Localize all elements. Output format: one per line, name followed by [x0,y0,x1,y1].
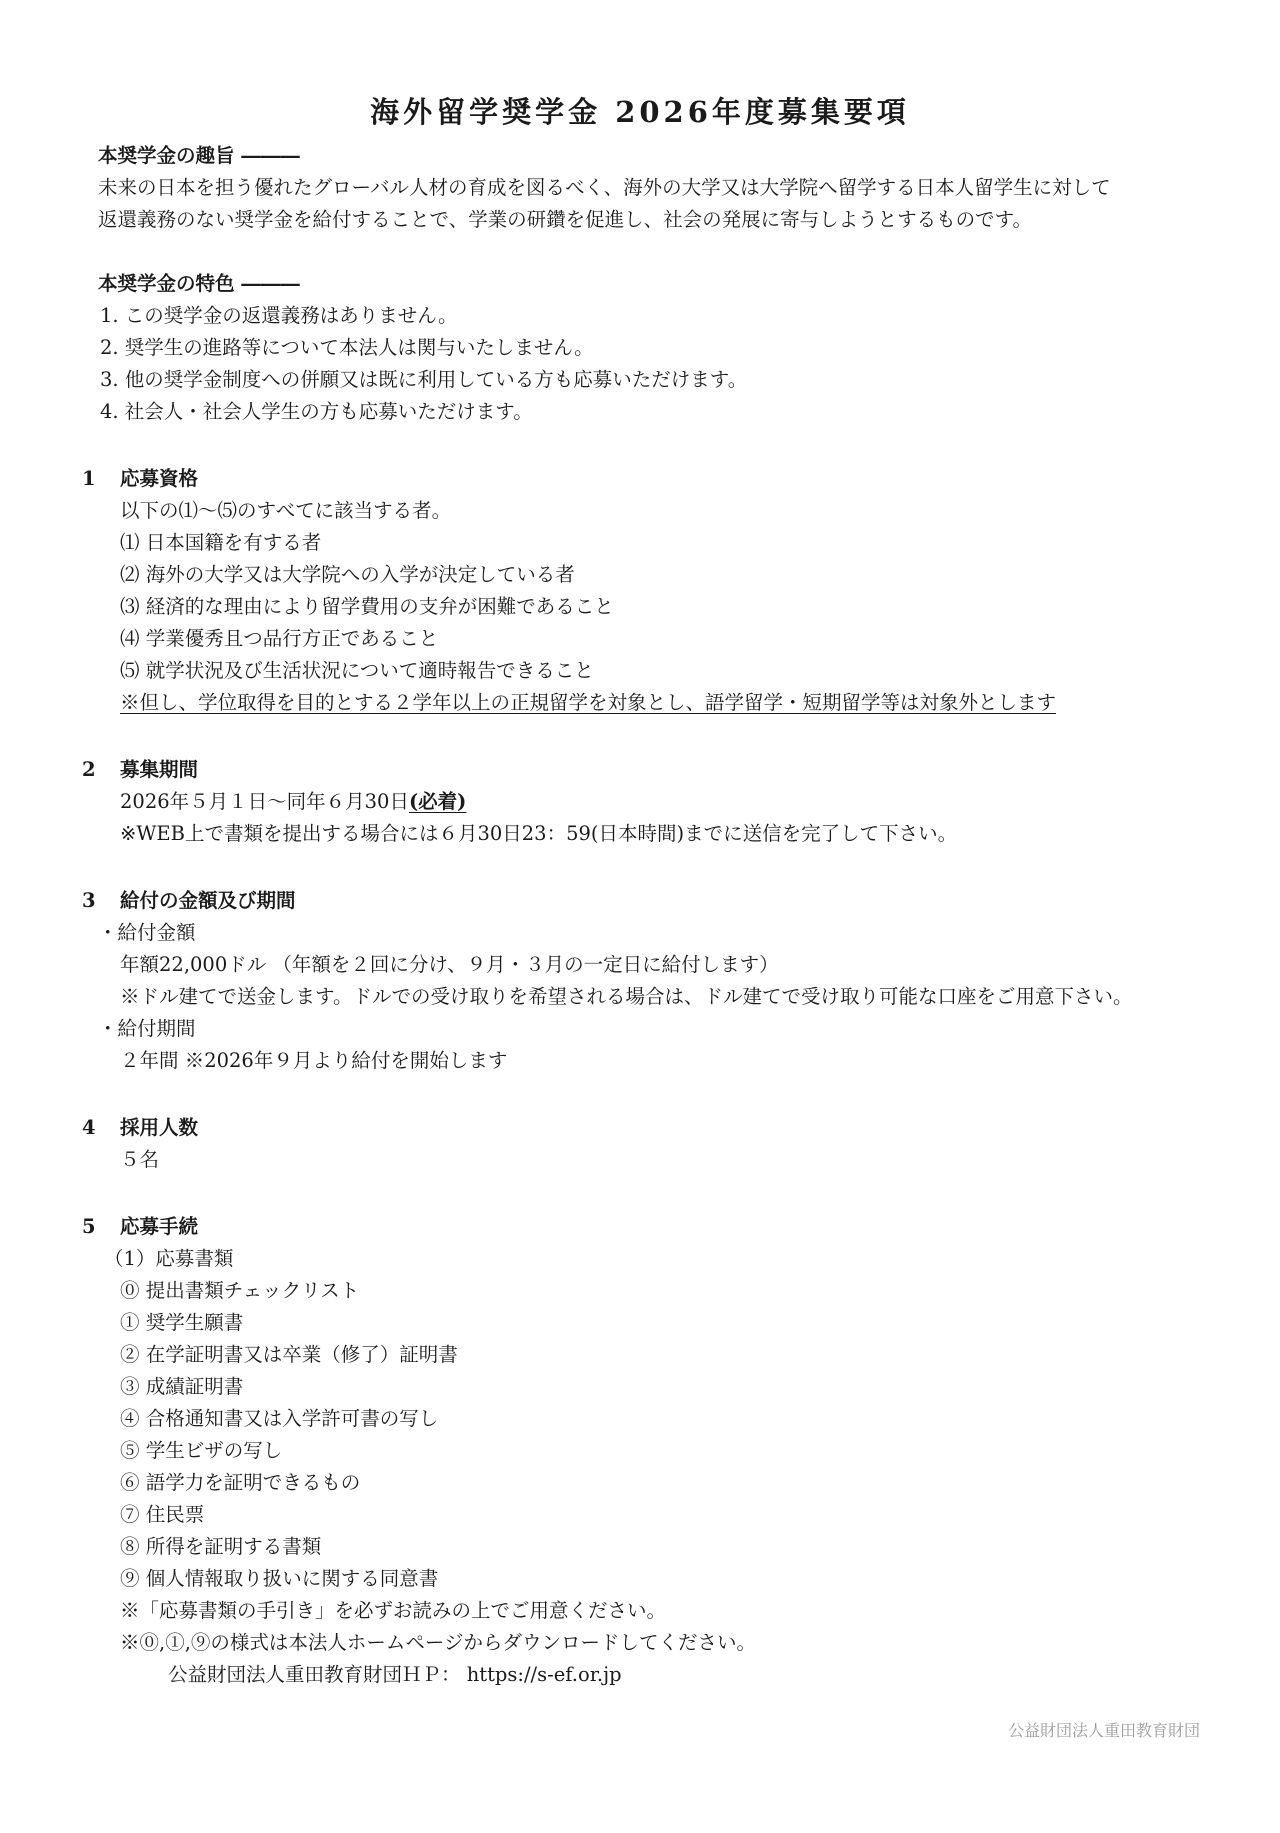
document-item: ④ 合格通知書又は入学許可書の写し [120,1407,439,1430]
procedure-note-download: ※⓪,①,⑨の様式は本法人ホームページからダウンロードしてください。 [120,1631,757,1654]
eligibility-item: ⑸ 就学状況及び生活状況について適時報告できること [120,659,594,682]
section-number: 1 [82,467,96,490]
section-eligibility-heading [82,465,198,493]
document-item: ② 在学証明書又は卒業（修了）証明書 [120,1343,458,1366]
procedure-note-guide: ※「応募書類の手引き」を必ずお読みの上でご用意ください。 [120,1599,667,1622]
recruits-value: ５名 [120,1148,160,1171]
purpose-line-1: 未来の日本を担う優れたグローバル人材の育成を図るべく、海外の大学又は大学院へ留学する日本人留学生に対して [98,176,1111,199]
eligibility-item: ⑵ 海外の大学又は大学院への入学が決定している者 [120,563,575,586]
section-number: 4 [82,1116,96,1139]
eligibility-item: ⑷ 学業優秀且つ品行方正であること [120,627,439,650]
period-dates-text: 2026年５月１日～同年６月30日 [120,790,409,813]
eligibility-item: ⑶ 経済的な理由により留学費用の支弁が困難であること [120,595,614,618]
section-period-heading [82,756,198,784]
document-item: ⑨ 個人情報取り扱いに関する同意書 [120,1567,439,1590]
period-dates [120,788,466,816]
features-heading: 本奨学金の特色 ――― [98,272,300,295]
section-title: 応募資格 [120,467,199,490]
document-item: ⑧ 所得を証明する書類 [120,1535,322,1558]
eligibility-item: ⑴ 日本国籍を有する者 [120,531,322,554]
term-label: ・給付期間 [98,1017,196,1040]
footer-organization: 公益財団法人重田教育財団 [1007,1721,1200,1740]
period-dates-emphasis: (必着) [408,790,467,813]
feature-item: 2. 奨学生の進路等について本法人は関与いたしません。 [100,336,594,359]
eligibility-intro: 以下の⑴～⑸のすべてに該当する者。 [120,499,452,522]
section-number: 3 [82,889,96,912]
section-procedure-heading [82,1213,198,1241]
section-title: 応募手続 [120,1215,199,1238]
section-amount-heading [82,887,296,915]
section-title: 給付の金額及び期間 [120,889,296,912]
amount-label: ・給付金額 [98,921,196,944]
feature-item: 4. 社会人・社会人学生の方も応募いただけます。 [100,400,533,423]
document-item: ① 奨学生願書 [120,1311,244,1334]
document-item: ⑥ 語学力を証明できるもの [120,1471,361,1494]
amount-note: ※ドル建てで送金します。ドルでの受け取りを希望される場合は、ドル建てで受け取り可能な口座をご用意下さい。 [120,985,1133,1008]
purpose-line-2: 返還義務のない奨学金を給付することで、学業の研鑽を促進し、社会の発展に寄与しようとするものです。 [98,208,1033,231]
feature-item: 3. 他の奨学金制度への併願又は既に利用している方も応募いただけます。 [100,368,748,391]
document-item: ⑤ 学生ビザの写し [120,1439,283,1462]
foundation-website[interactable]: 公益財団法人重田教育財団ＨＰ： https://s-ef.or.jp [168,1663,622,1686]
section-number: 2 [82,758,96,781]
page-title: 海外留学奨学金 2026年度募集要項 [370,95,910,129]
feature-item: 1. この奨学金の返還義務はありません。 [100,304,458,327]
document-item: ⓪ 提出書類チェックリスト [120,1279,360,1302]
section-title: 採用人数 [120,1116,199,1139]
section-recruits-heading [82,1114,198,1142]
procedure-sub-heading: （1）応募書類 [104,1247,234,1270]
eligibility-note: ※但し、学位取得を目的とする２学年以上の正規留学を対象とし、語学留学・短期留学等は対象外とします [120,691,1057,714]
term-value: ２年間 ※2026年９月より給付を開始します [120,1049,508,1072]
period-note: ※WEB上で書類を提出する場合には６月30日23：59(日本時間)までに送信を完了して下さい。 [120,822,958,845]
document-item: ③ 成績証明書 [120,1375,244,1398]
section-number: 5 [82,1215,96,1238]
amount-value: 年額22,000ドル （年額を２回に分け、９月・３月の一定日に給付します） [120,953,779,976]
document-item: ⑦ 住民票 [120,1503,205,1526]
section-title: 募集期間 [120,758,199,781]
purpose-heading: 本奨学金の趣旨 ――― [98,144,300,167]
